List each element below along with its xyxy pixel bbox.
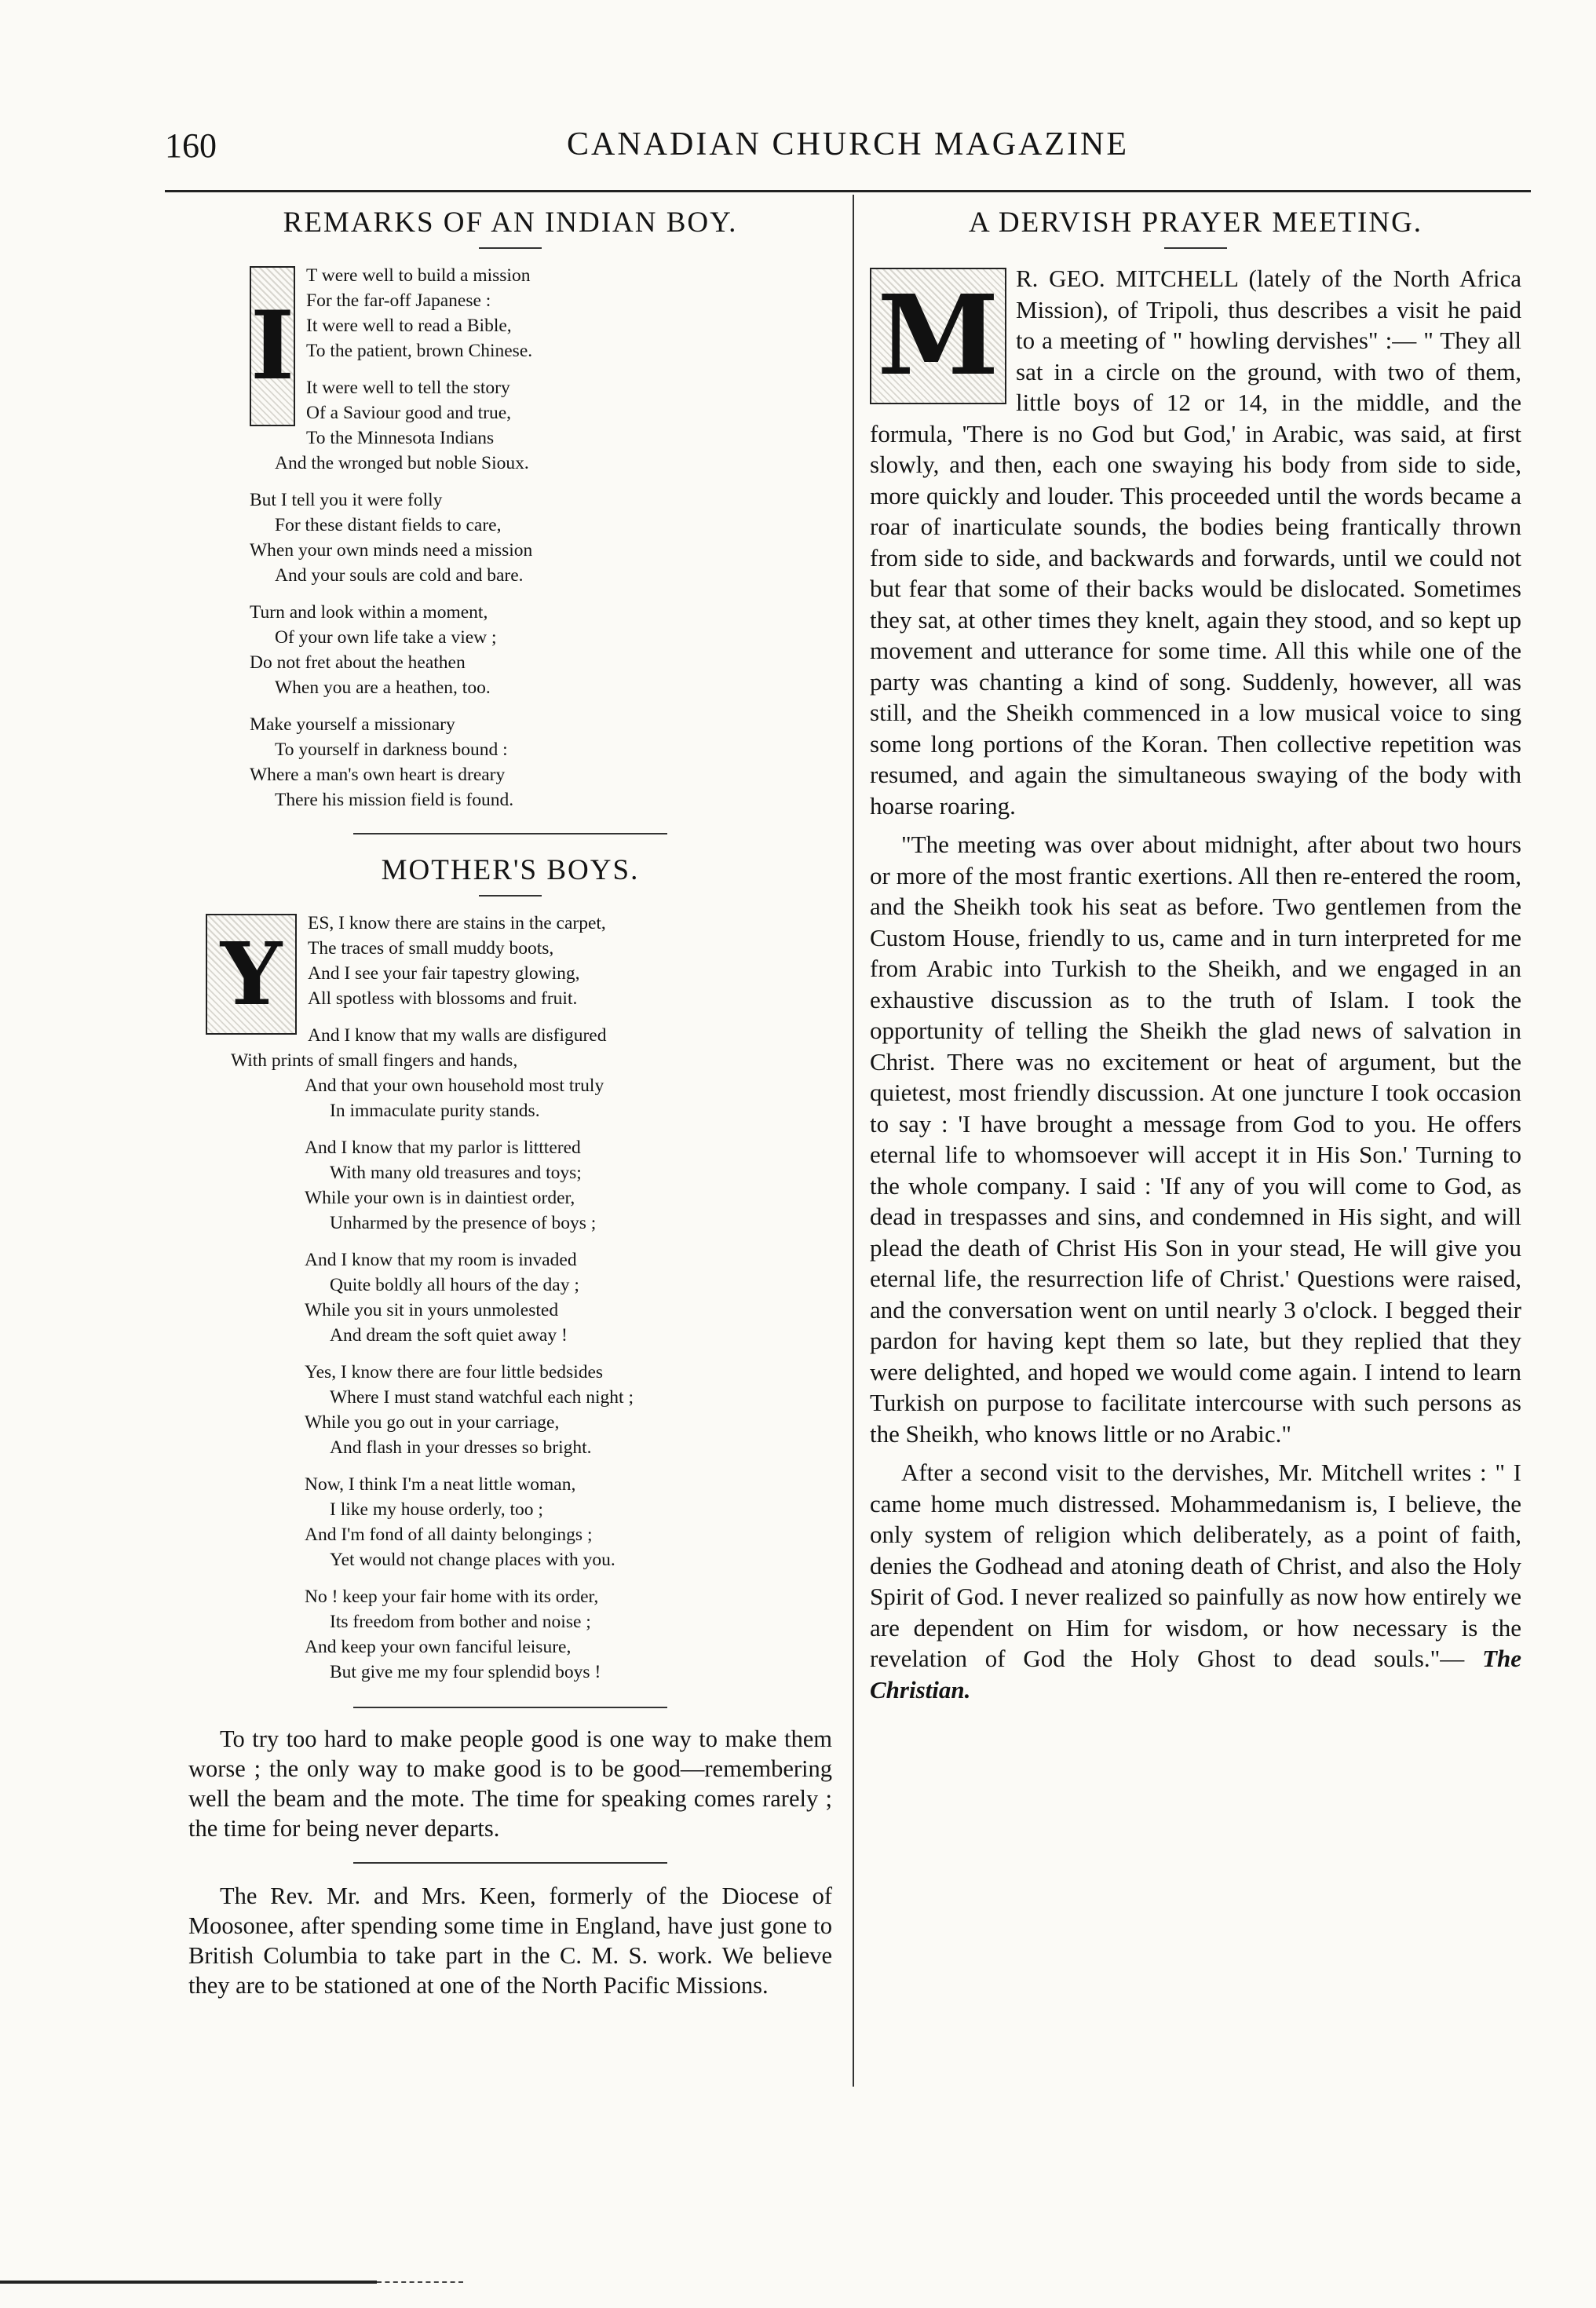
poem-line: But I tell you it were folly	[250, 490, 443, 510]
title-rule	[479, 247, 542, 249]
poem-line: For the far-off Japanese :	[306, 290, 491, 311]
poem-line: While you sit in yours unmolested	[305, 1300, 559, 1320]
stanza	[206, 1023, 832, 1123]
stanza	[250, 263, 832, 363]
article-paragraph-final	[870, 1457, 1521, 1705]
article-paragraph: R. GEO. MITCHELL (lately of the North Africa Mission), of Tripoli, thus describes a visit he paid to a meeting of " howling dervishes" :— " They all sat in a circle on the ground, with two of them, little boys of 12 or 14, in the middle, and the formula, 'There is no God but God,' in Arabic, was said, at first slowly, and then, each one swaying his body from side to side, more quickly and louder. This proceeded until the words became a roar of inarticulate sounds, the bodies being frantically thrown from side to side, and backwards and forwards, until we could not but fear that some of their backs would be dislocated. Sometimes they sat, at other times they knelt, again they stood, and so kept up movement and utterance for some time. All this while one of the party was chanting a kind of song. Suddenly, however, all was still, and the Sheikh commenced in a low musical voice to sing some long portions of the Koran. Then collective repetition was resumed, and again the simultaneous swaying of the body with hoarse roaring.	[870, 265, 1521, 820]
poem-line: And that your own household most truly	[305, 1075, 604, 1096]
poem-line: Its freedom from bother and noise ;	[330, 1612, 591, 1632]
right-column	[870, 206, 1521, 1705]
poem-line: Unharmed by the presence of boys ;	[330, 1213, 597, 1233]
poem-line: Of your own life take a view ;	[275, 627, 497, 648]
poem-line: When you are a heathen, too.	[275, 677, 491, 698]
poem-line: Of a Saviour good and true,	[306, 403, 512, 423]
poem-line: For these distant fields to care,	[275, 515, 502, 535]
poem-line: With prints of small fingers and hands,	[231, 1050, 518, 1071]
page-header	[165, 126, 1531, 181]
poem-line: All spotless with blossoms and fruit.	[308, 988, 578, 1009]
poem-line: Make yourself a missionary	[250, 714, 455, 735]
final-paragraph-text: After a second visit to the dervishes, Mr. Mitchell writes : " I came home much distressed. Mohammedanism is, I believe, the only system of religion which deliberately, as a point of faith, denies the Godhead and atoning death of Christ, and also the Holy Spirit of God. I never realized so painfully as now how entirely we are dependent on Him for wisdom, or how necessary is the revelation of God the Holy Ghost to dead souls."—	[870, 1459, 1521, 1672]
drop-cap-initial: Y	[206, 914, 297, 1035]
poem-line: And your souls are cold and bare.	[275, 565, 524, 586]
article-paragraph: "The meeting was over about midnight, after about two hours or more of the most frantic exertions. All then re-entered the room, and the Sheikh took his seat as before. Two gentlemen from the Custom House, friendly to us, came and in turn interpreted for me from Arabic into Turkish to the Sheikh, and we engaged in an exhaustive discussion as to the truth of Islam. I took the opportunity of telling the Sheikh the glad news of salvation in Christ. There was no excitement or heat of argument, but the quietest, most friendly discussion. At one juncture I took occasion to say : 'I have brought a message from God to you. He offers eternal life to whomsoever will accept it in His Son.' Turning to the whole company. I said : 'If any of you will come to God, as dead in trespasses and sins, and condemned in His sight, and will plead the death of Christ His Son in your stead, He will give you eternal life, the resurrection life of Christ.' Questions were raised, and the conversation went on until nearly 3 o'clock. I begged their pardon for having kept them so late, but they replied that they were delighted, and hoped we would come again. I intend to learn Turkish on purpose to facilitate intercourse with such persons as the Sheikh, who knows little or no Arabic."	[870, 831, 1521, 1448]
drop-cap-initial: M	[870, 268, 1006, 404]
poem-line: Where I must stand watchful each night ;	[330, 1387, 634, 1408]
poem-line: The traces of small muddy boots,	[308, 938, 554, 959]
stanza	[250, 488, 832, 588]
header-rule	[165, 190, 1531, 192]
poem-line: And I know that my room is invaded	[305, 1250, 577, 1270]
stanza	[206, 1584, 832, 1685]
poem-line: It were well to tell the story	[306, 378, 510, 398]
poem-line: And I know that my walls are disfigured	[308, 1025, 607, 1046]
stanza	[250, 712, 832, 813]
poem-line: With many old treasures and toys;	[330, 1163, 582, 1183]
section-rule	[353, 1862, 667, 1864]
poem-line: To the Minnesota Indians	[306, 428, 495, 448]
poem-line: T were well to build a mission	[306, 265, 531, 286]
poem-line: And the wronged but noble Sioux.	[275, 453, 529, 473]
poem-line: Now, I think I'm a neat little woman,	[305, 1474, 576, 1495]
stanza	[206, 1135, 832, 1236]
poem-line: But give me my four splendid boys !	[330, 1662, 601, 1682]
stanza	[250, 600, 832, 700]
poem-title-indian-boy: REMARKS OF AN INDIAN BOY.	[283, 206, 738, 239]
footer-rule	[0, 2281, 377, 2284]
stanza	[206, 1360, 832, 1460]
drop-cap-initial: I	[250, 266, 295, 426]
source-attribution: The Christian.	[870, 1645, 1522, 1704]
poem-line: To yourself in darkness bound :	[275, 740, 508, 760]
poem-indian-boy	[188, 263, 832, 813]
stanza	[250, 375, 832, 476]
stanza	[206, 1472, 832, 1572]
poem-title-mothers-boys: MOTHER'S BOYS.	[381, 854, 640, 886]
poem-line: And I'm fond of all dainty belongings ;	[305, 1525, 593, 1545]
poem-line: And dream the soft quiet away !	[330, 1325, 568, 1346]
poem-line: It were well to read a Bible,	[306, 316, 512, 336]
footer-rule-dashed	[377, 2281, 463, 2283]
poem-line: Turn and look within a moment,	[250, 602, 488, 623]
poem-mothers-boys	[188, 911, 832, 1685]
poem-line: Yet would not change places with you.	[330, 1550, 615, 1570]
poem-line: And I know that my parlor is litttered	[305, 1138, 581, 1158]
section-rule	[353, 833, 667, 834]
stanza	[206, 1247, 832, 1348]
stanza	[206, 911, 832, 1011]
poem-line: Do not fret about the heathen	[250, 652, 466, 673]
poem-line: And keep your own fanciful leisure,	[305, 1637, 572, 1657]
journal-title: CANADIAN CHURCH MAGAZINE	[567, 126, 1129, 163]
poem-line: No ! keep your fair home with its order,	[305, 1587, 599, 1607]
poem-line: Yes, I know there are four little bedsides	[305, 1362, 604, 1382]
column-divider	[853, 195, 854, 2087]
poem-line: There his mission field is found.	[275, 790, 514, 810]
poem-line: And I see your fair tapestry glowing,	[308, 963, 580, 984]
poem-line: While your own is in daintiest order,	[305, 1188, 575, 1208]
title-rule	[479, 895, 542, 897]
poem-line: In immaculate purity stands.	[330, 1101, 540, 1121]
paragraph-keen-notice: The Rev. Mr. and Mrs. Keen, formerly of the Diocese of Moosonee, after spending some time in England, have just gone to British Columbia to take part in the C. M. S. work. We believe they are to be stationed at one of the North Pacific Missions.	[188, 1883, 832, 1999]
poem-line: And flash in your dresses so bright.	[330, 1437, 592, 1458]
article-title-dervish: A DERVISH PRAYER MEETING.	[968, 206, 1423, 239]
paragraph-being-good: To try too hard to make people good is one way to make them worse ; the only way to make good is to be good—remembering well the beam and the mote. The time for speaking comes rarely ; the time for being never departs.	[188, 1726, 832, 1842]
poem-line: Quite boldly all hours of the day ;	[330, 1275, 579, 1295]
poem-line: When your own minds need a mission	[250, 540, 533, 561]
poem-line: Where a man's own heart is dreary	[250, 765, 506, 785]
left-column	[188, 206, 832, 2008]
poem-line: To the patient, brown Chinese.	[306, 341, 533, 361]
poem-line: I like my house orderly, too ;	[330, 1499, 543, 1520]
section-rule	[353, 1707, 667, 1708]
poem-line: ES, I know there are stains in the carpet,	[308, 913, 606, 933]
title-rule	[1164, 247, 1227, 249]
page-number: 160	[165, 126, 217, 165]
poem-line: While you go out in your carriage,	[305, 1412, 560, 1433]
